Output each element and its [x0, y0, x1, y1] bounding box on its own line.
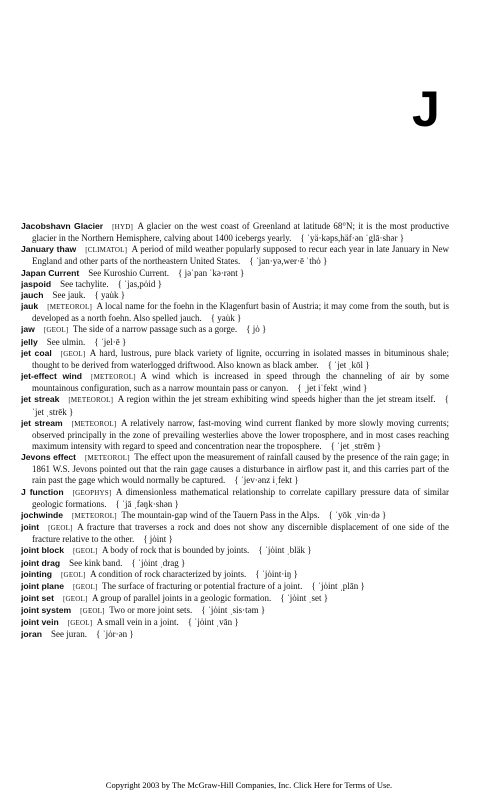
- entry-headword: January thaw: [21, 244, 77, 255]
- entry-headword: joint set: [21, 593, 54, 603]
- entry-subject-label: [GEOL]: [61, 570, 86, 579]
- entry-definition: See ulmin.: [46, 336, 86, 347]
- entry-subject-label: [GEOL]: [48, 524, 73, 533]
- glossary-entry: [21, 301, 449, 324]
- section-letter: J: [412, 81, 440, 137]
- entry-pronunciation: { ˈjȯint ˌplān }: [311, 580, 365, 591]
- glossary-entry: [21, 487, 449, 510]
- entry-subject-label: [METEOROL]: [85, 454, 130, 463]
- entry-pronunciation: { ˈjet ˌstrēm }: [330, 440, 382, 451]
- entry-pronunciation: { ˈjan·yə,wer·ē ˈthȯ }: [249, 256, 328, 267]
- entry-subject-label: [GEOL]: [60, 349, 86, 358]
- glossary-entry: [21, 324, 449, 336]
- entry-definition: The surface of fracturing or potential fracture of a joint.: [102, 580, 303, 591]
- entry-headword: joint block: [21, 545, 64, 556]
- glossary-entry: [21, 452, 449, 486]
- entry-headword: jet stream: [21, 417, 63, 428]
- entry-pronunciation: { ˌjet iˈfekt ˌwind }: [297, 383, 368, 394]
- entry-definition: A condition of rock characterized by joints.: [90, 568, 247, 579]
- glossary-entry: [21, 569, 449, 581]
- entry-headword: joint system: [21, 605, 72, 616]
- entry-subject-label: [METEOROL]: [72, 511, 117, 520]
- glossary-entry: [21, 617, 449, 629]
- entry-subject-label: [METEOROL]: [71, 419, 117, 428]
- entry-definition: See tachylite.: [60, 278, 109, 289]
- entry-definition: Two or more joint sets.: [109, 605, 193, 616]
- entry-headword: jauk: [21, 301, 39, 312]
- glossary-entry: [21, 418, 449, 452]
- entry-definition: The effect upon the measurement of rainfall caused by the presence of the rain gage; in 1861 W.S. Jevons pointed out that the rain gage causes a disturbance in airflow past it, and this carries part of the rain past the gage which would normally be captured.: [32, 452, 449, 486]
- entry-headword: joint plane: [21, 580, 64, 591]
- entry-subject-label: [GEOL]: [62, 595, 88, 603]
- entry-headword: joint: [21, 522, 40, 533]
- entry-definition: A fracture that traverses a rock and does not show any discernible displacement of one side of the fracture relative to the other.: [32, 522, 449, 545]
- entry-headword: jointing: [21, 568, 53, 579]
- entry-headword: jet-effect wind: [21, 371, 83, 382]
- glossary-entry: [21, 593, 449, 605]
- entry-definition: A region within the jet stream exhibiting wind speeds higher than the jet stream itself.: [117, 394, 436, 405]
- entry-pronunciation: { jəˈpan ˈkə·rənt }: [178, 267, 245, 278]
- entry-definition: A hard, lustrous, pure black variety of lignite, occurring in isolated masses in bituminous shale; thought to be derived from waterlogged driftwood. Also known as black amber.: [32, 347, 449, 370]
- entry-headword: jaspoid: [21, 278, 52, 289]
- entry-headword: joran: [21, 629, 43, 640]
- glossary-entry: [21, 244, 449, 267]
- entry-headword: Jevons effect: [21, 452, 77, 463]
- entry-definition: A period of mild weather popularly supposed to recur each year in late January in New England and other parts of the northeastern United States.: [32, 244, 449, 267]
- entry-headword: jelly: [21, 336, 38, 347]
- glossary-entry: [21, 558, 449, 569]
- copyright-footer[interactable]: Copyright 2003 by The McGraw-Hill Companies, Inc. Click Here for Terms of Use.: [105, 780, 393, 790]
- entry-pronunciation: { ˈjet ˌstrēk }: [32, 394, 449, 417]
- entry-pronunciation: { ˈjȯint ˌbläk }: [258, 545, 312, 556]
- entry-pronunciation: { jȯint }: [143, 534, 173, 545]
- entry-headword: jaw: [21, 324, 35, 335]
- entry-definition: A glacier on the west coast of Greenland at latitude 68°N; it is the most productive glacier in the Northern Hemisphere, calving about 1400 icebergs yearly.: [32, 221, 449, 244]
- entry-definition: The mountain-gap wind of the Tauern Pass in the Alps.: [121, 509, 320, 520]
- entry-definition: A body of rock that is bounded by joints.: [102, 545, 250, 556]
- glossary-entry: [21, 545, 449, 557]
- entry-pronunciation: { yau̇k }: [210, 313, 242, 324]
- entry-definition: A relatively narrow, fast-moving wind current flanked by more slowly moving currents; observed principally in the zone of prevailing westerlies above the lower troposphere, and in most cases reaching maximum intensity with regard to speed and concentration near the troposphere.: [32, 417, 449, 451]
- entry-headword: joint vein: [21, 617, 59, 628]
- glossary-entry: [21, 279, 449, 290]
- entry-definition: A dimensionless mathematical relationship to correlate capillary pressure data of similar geologic formations.: [32, 486, 449, 509]
- entry-headword: joint drag: [21, 557, 61, 568]
- glossary-entry: [21, 371, 449, 394]
- entry-pronunciation: { ˈjȯint ˌsis·təm }: [201, 605, 266, 616]
- entry-pronunciation: { ˈyōk ˌvin·də }: [328, 509, 387, 520]
- entry-definition: A small vein in a joint.: [96, 617, 179, 628]
- entry-subject-label: [GEOPHYS]: [72, 488, 112, 497]
- entry-pronunciation: { ˈyä·kəps,häf·ən ˈglā·shər }: [300, 233, 405, 244]
- entry-pronunciation: { ˈjas,pȯid }: [117, 278, 162, 289]
- entry-definition: See Kuroshio Current.: [88, 267, 170, 278]
- entry-headword: jochwinde: [21, 509, 64, 520]
- entry-subject-label: [GEOL]: [72, 547, 98, 556]
- glossary-entry: [21, 348, 449, 371]
- entry-subject-label: [CLIMATOL]: [85, 246, 128, 255]
- glossary-entry: [21, 221, 449, 244]
- glossary-entry: [21, 290, 449, 301]
- entry-definition: The side of a narrow passage such as a gorge.: [72, 324, 238, 335]
- entry-definition: A wind which is increased in speed through the channeling of air by some mountainous configuration, such as a narrow mountain pass or canyon.: [32, 371, 449, 394]
- entry-definition: A local name for the foehn in the Klagenfurt basin of Austria; it may come from the south, but is developed as a north foehn. Also spelled jauch.: [32, 301, 449, 324]
- entry-subject-label: [GEOL]: [67, 619, 93, 628]
- entry-pronunciation: { jȯ }: [246, 324, 267, 335]
- entry-headword: Japan Current: [21, 267, 80, 278]
- entry-pronunciation: { ˈjȯint ˌvān }: [187, 617, 239, 628]
- entry-definition: A group of parallel joints in a geologic formation.: [91, 593, 272, 603]
- glossary-entry: [21, 581, 449, 593]
- entry-definition: See jauk.: [52, 289, 86, 300]
- entry-pronunciation: { ˈjȯint ˌset }: [280, 593, 329, 603]
- entry-definition: See juran.: [51, 629, 88, 640]
- entry-subject-label: [METEOROL]: [47, 303, 92, 312]
- entry-headword: jet coal: [21, 347, 52, 358]
- entry-pronunciation: { ˈjȯr·ən }: [96, 629, 134, 640]
- entry-subject-label: [GEOL]: [72, 582, 98, 591]
- entry-pronunciation: { ˈjel·ē }: [94, 336, 127, 347]
- entry-headword: jet streak: [21, 394, 60, 405]
- entry-subject-label: [METEOROL]: [68, 396, 114, 405]
- glossary-entry: [21, 394, 449, 417]
- entry-pronunciation: { yau̇k }: [94, 289, 126, 300]
- entry-subject-label: [GEOL]: [43, 326, 69, 335]
- entry-subject-label: [HYD]: [112, 223, 133, 231]
- glossary-entry: [21, 337, 449, 348]
- glossary-entry: [21, 522, 449, 545]
- entry-pronunciation: { ˈjet ˌkōl }: [327, 359, 370, 370]
- entry-headword: Jacobshavn Glacier: [21, 221, 104, 231]
- entry-subject-label: [METEOROL]: [91, 373, 136, 382]
- glossary-entry: [21, 268, 449, 279]
- glossary-entry: [21, 510, 449, 522]
- entry-pronunciation: { ˈjȯint ˌdrag }: [131, 557, 186, 568]
- glossary-entry: [21, 629, 449, 640]
- entry-pronunciation: { ˈjȯint·iŋ }: [255, 568, 298, 579]
- entry-definition: See kink band.: [69, 557, 123, 568]
- entry-pronunciation: { ˈjev·ənz iˌfekt }: [234, 475, 299, 486]
- glossary-entries: [21, 221, 449, 641]
- entry-headword: jauch: [21, 289, 44, 300]
- entry-subject-label: [GEOL]: [80, 607, 105, 616]
- entry-headword: J function: [21, 486, 64, 497]
- glossary-entry: [21, 605, 449, 617]
- entry-pronunciation: { ˈjā ˌfəŋk·shən }: [115, 498, 179, 509]
